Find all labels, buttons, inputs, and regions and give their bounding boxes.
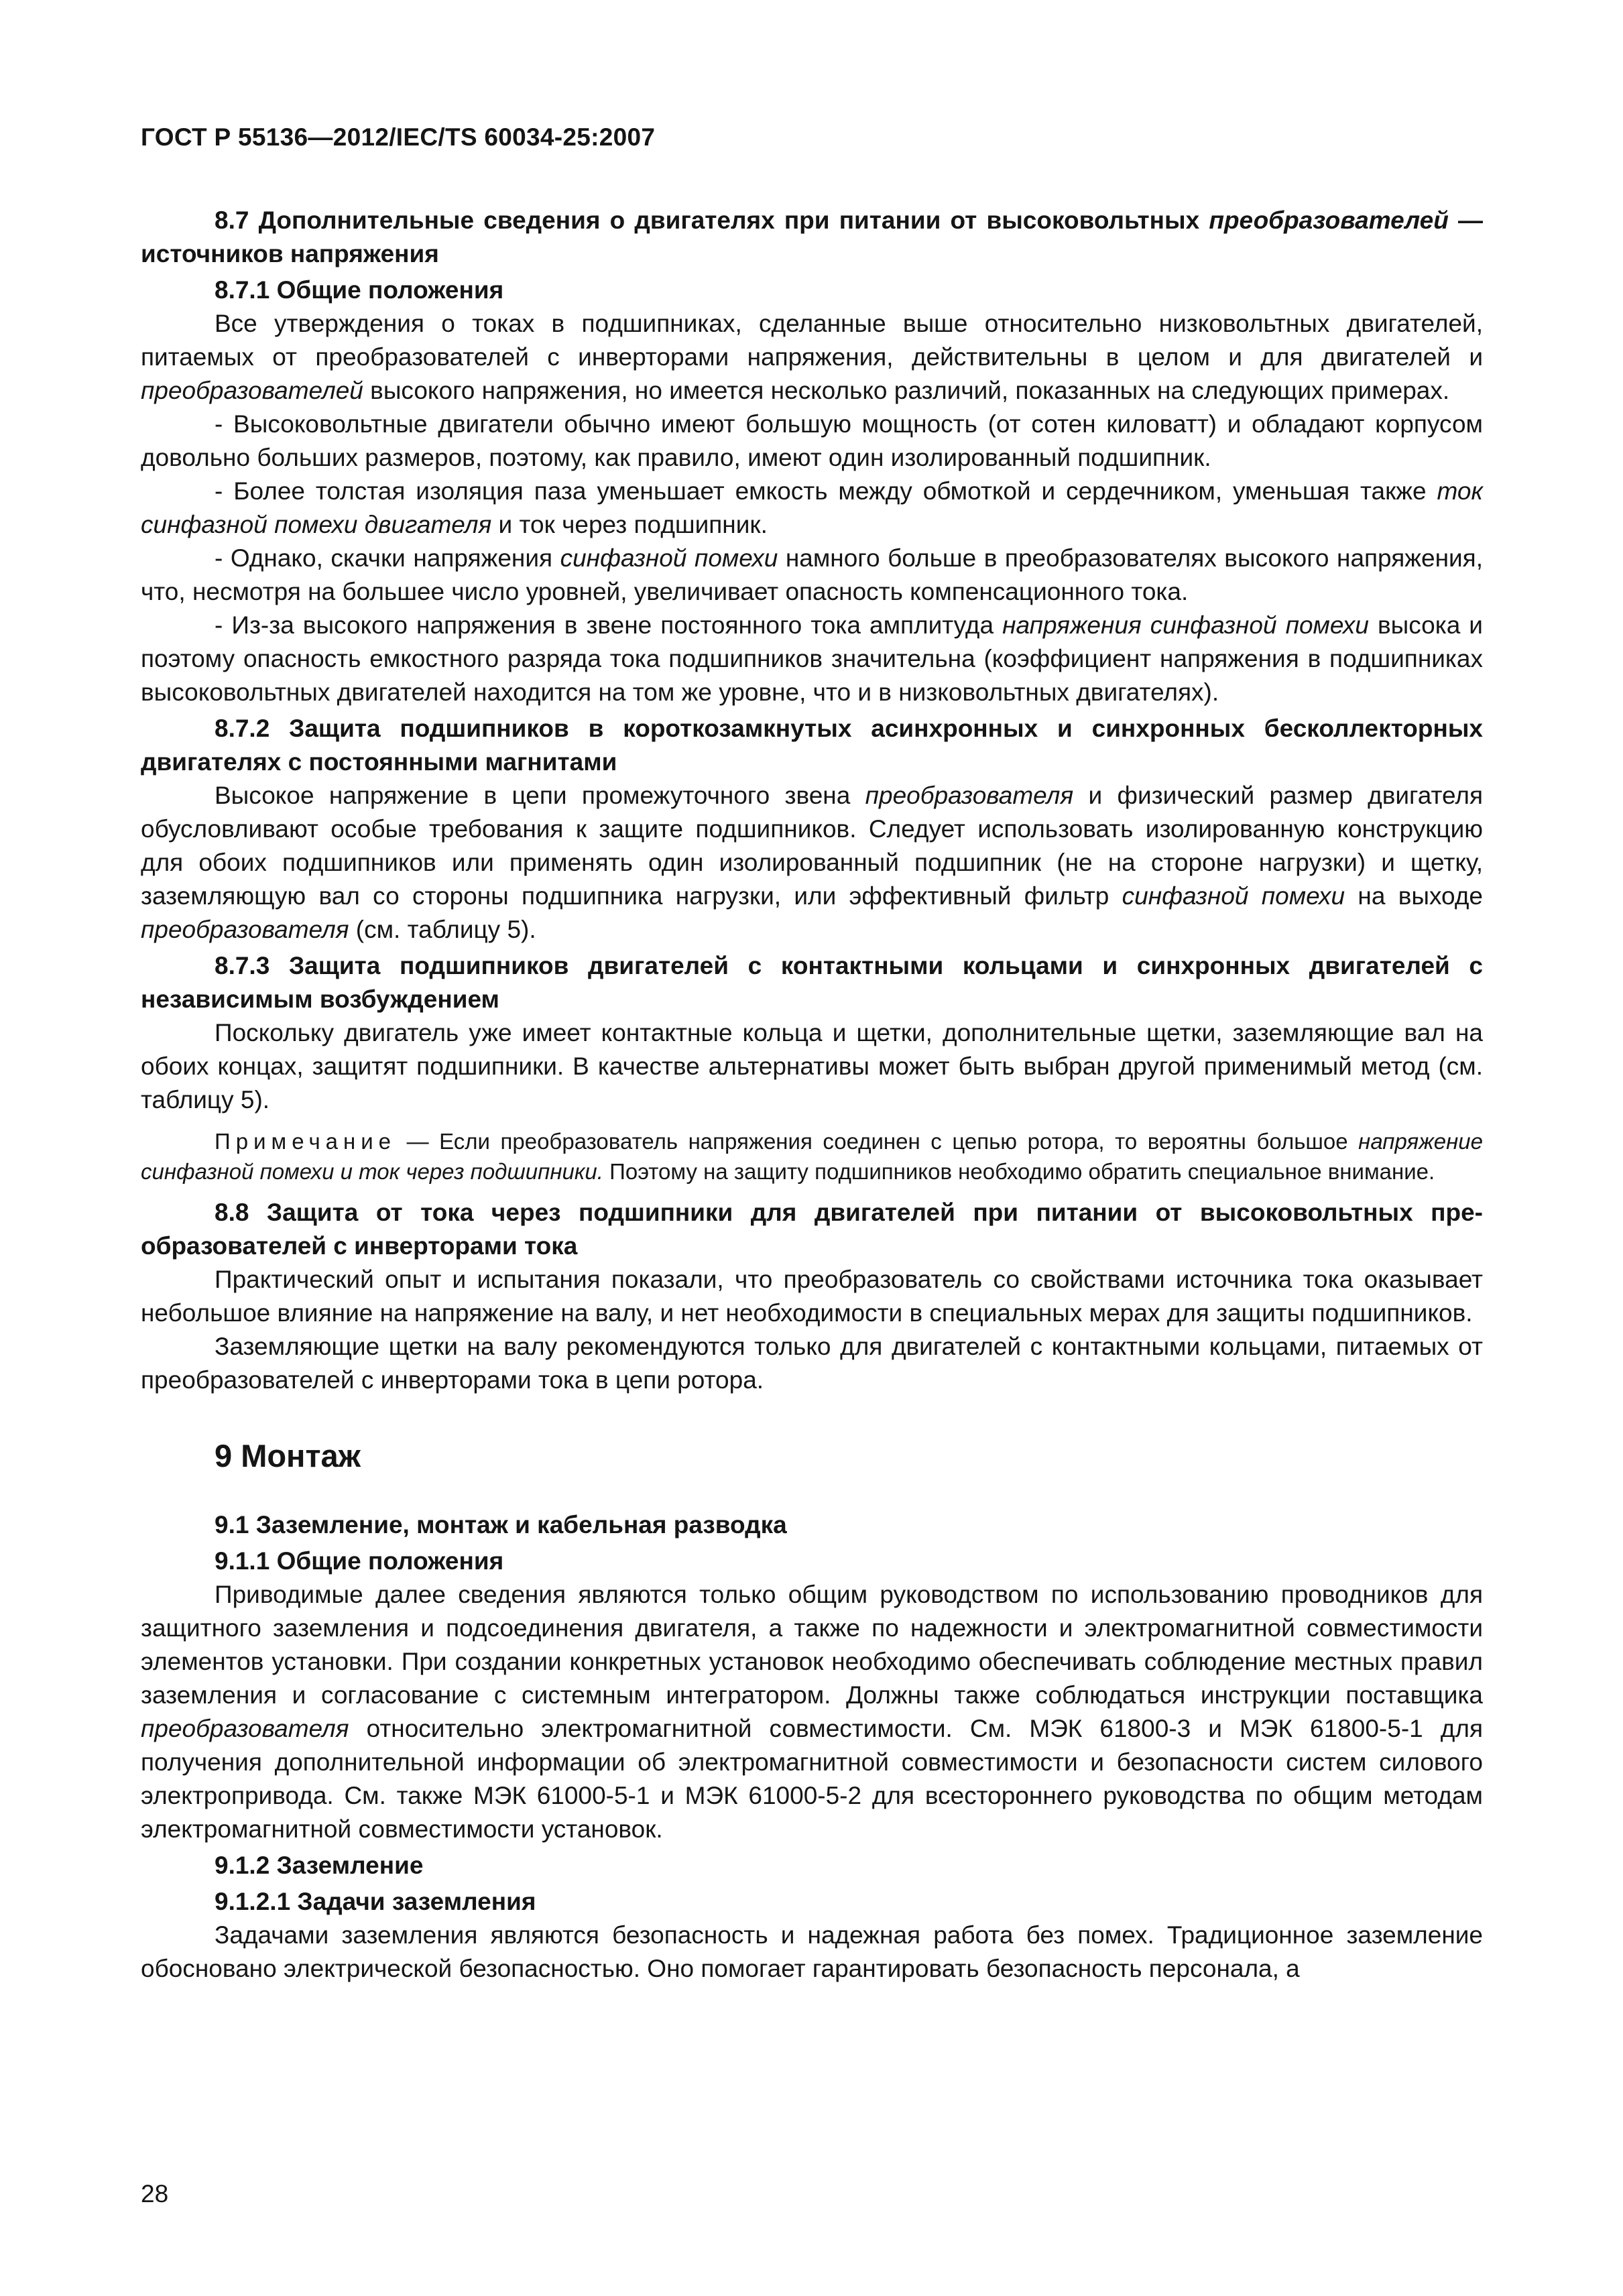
- note-label: Примечание: [215, 1129, 397, 1154]
- section-9-1-1-heading: 9.1.1 Общие положения: [215, 1547, 504, 1575]
- paragraph: Приводимые далее сведения являются только общим руководством по использованию проводников для защитного заземления и подсоединения двигателя, а также по надежности и электромагнитной совместимости элементов установки. При создании конкретных установок необходимо обеспечивать соблюдение местных правил заземления и согласование с системным интегратором. Должны также соблюдаться инструкции поставщика преобразователя относительно электромагнитной совместимости. См. МЭК 61800-3 и МЭК 61800-5-1 для получения дополнительной информации об электромагнитной совместимости и безопасности систем силового электропривода. См. также МЭК 61000-5-1 и МЭК 61000-5-2 для всестороннего руководства по общим методам электромагнитной совместимости установок.: [141, 1581, 1483, 1843]
- section-9-heading: 9 Монтаж: [215, 1438, 361, 1473]
- paragraph: Все утверждения о токах в подшипниках, сделанные выше относительно низковольтных двигателей, питаемых от преобразователей с инверторами напряжения, действительны в целом и для двигателей и преобразователей высокого напряжения, но имеется несколько различий, показанных на следующих примерах.: [141, 310, 1483, 404]
- paragraph: Заземляющие щетки на валу рекомендуются только для двигателей с контактными кольцами, питаемых от преобразователей с инверторами тока в цепи ротора.: [141, 1333, 1483, 1394]
- section-9-1-2-heading: 9.1.2 Заземление: [215, 1852, 424, 1879]
- standard-designation: ГОСТ Р 55136—2012/IEC/TS 60034-25:2007: [141, 123, 656, 151]
- section-9-1-2-1-heading: 9.1.2.1 Задачи заземления: [215, 1888, 536, 1915]
- paragraph: Задачами заземления являются безопасность и надежная работа без помех. Традиционное заземление обосновано электрической безопасностью. Оно помогает гарантировать безопасность персонала, а: [141, 1921, 1483, 1982]
- paragraph: Практический опыт и испытания показали, что преобразователь со свойствами источника тока оказывает небольшое влияние на напряжение на валу, и нет необходимости в специальных мерах для защиты подшипников.: [141, 1266, 1483, 1327]
- section-8-7-1-heading: 8.7.1 Общие положения: [215, 276, 504, 304]
- paragraph: - Высоковольтные двигатели обычно имеют большую мощность (от сотен киловатт) и обладают корпусом довольно больших размеров, поэтому, как правило, имеют один изолированный подшипник.: [141, 410, 1483, 471]
- document-body: [141, 201, 1483, 1986]
- section-9-1-heading: 9.1 Заземление, монтаж и кабельная разводка: [215, 1511, 787, 1538]
- section-8-8-heading: 8.8 Защита от тока через подшипники для двигателей при питании от высоковольтных преобразователей с инверторами тока: [141, 1199, 1483, 1260]
- section-8-7-heading: 8.7 Дополнительные сведения о двигателях при питании от высоковольтных преобразователей — источников напряжения: [141, 206, 1484, 267]
- paragraph: - Однако, скачки напряжения синфазной помехи намного больше в преобразователях высокого напряжения, что, несмотря на большее число уровней, увеличивает опасность компенсационного тока.: [141, 544, 1483, 605]
- section-8-7-3-heading: 8.7.3 Защита подшипников двигателей с контактными кольцами и синхронных двигателей с независимым возбуждением: [141, 952, 1483, 1013]
- page-number: 28: [141, 2180, 169, 2208]
- paragraph: Поскольку двигатель уже имеет контактные кольца и щетки, дополнительные щетки, заземляющие вал на обоих концах, защитят подшипники. В качестве альтернативы может быть выбран другой применимый метод (см. таблицу 5).: [141, 1019, 1483, 1113]
- section-8-7-2-heading: 8.7.2 Защита подшипников в короткозамкнутых асинхронных и синхронных бесколлекторных двигателях с постоянными магнитами: [141, 715, 1483, 776]
- paragraph: - Более толстая изоляция паза уменьшает емкость между обмоткой и сердечником, уменьшая также ток синфазной помехи двигателя и ток через подшипник.: [141, 477, 1483, 538]
- paragraph: Высокое напряжение в цепи промежуточного звена преобразователя и физический размер двигателя обусловливают особые требования к защите подшипников. Следует использовать изолированную конструкцию для обоих подшипников или применять один изолированный подшипник (не на стороне нагрузки) и щетку, заземляющую вал со стороны подшипника нагрузки, или эффективный фильтр синфазной помехи на выходе преобразователя (см. таблицу 5).: [141, 782, 1483, 943]
- note: Примечание — Если преобразователь напряжения соединен с цепью ротора, то вероятны большое напряжение синфазной помехи и ток через подшипники. Поэтому на защиту подшипников необходимо обратить специальное внимание.: [141, 1129, 1483, 1184]
- paragraph: - Из-за высокого напряжения в звене постоянного тока амплитуда напряжения синфазной помехи высока и поэтому опасность емкостного разряда тока подшипников значительна (коэффициент напряжения в подшипниках высоковольтных двигателей находится на том же уровне, что и в низковольтных двигателях).: [141, 611, 1483, 706]
